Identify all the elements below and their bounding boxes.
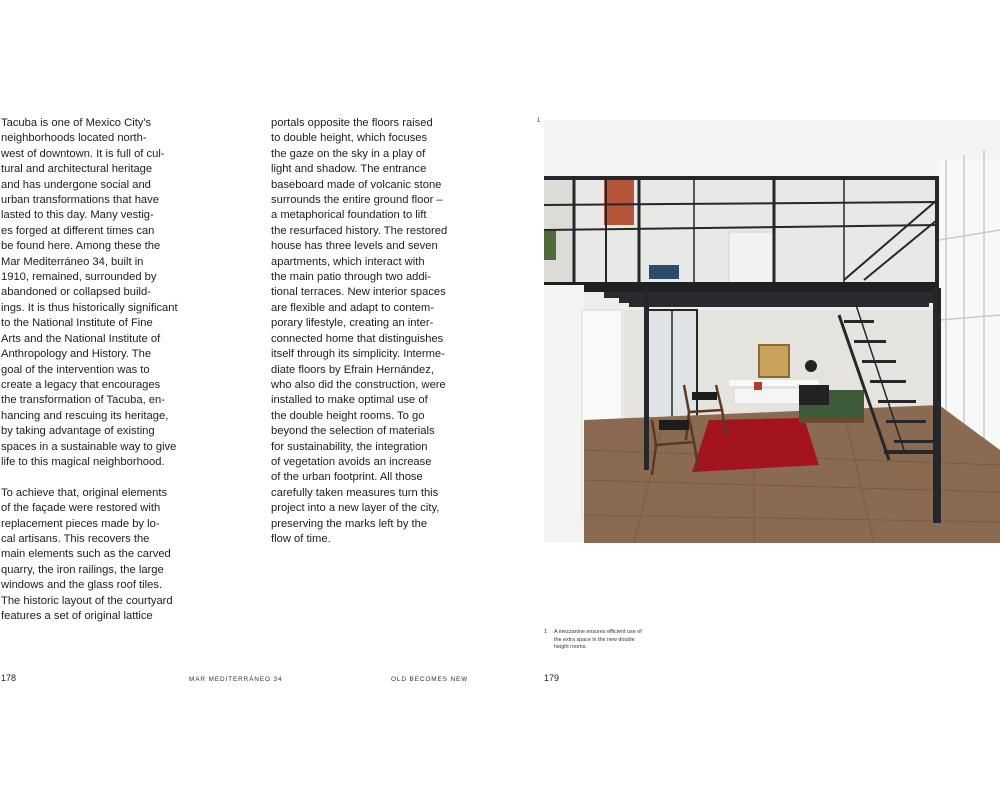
page-number-right: 179 bbox=[544, 673, 560, 683]
paragraph: To achieve that, original elements of the façade were restored with replacement pieces made by lo- cal artisans. This recovers the main elements such as the carved quarry, the iron railings, the large windows and the glass roof tiles. The historic layout of the courtyard features a set of original lattice bbox=[1, 486, 173, 622]
body-text-column-1 bbox=[1, 116, 191, 624]
interior-photo bbox=[544, 120, 1000, 543]
running-head-left: MAR MEDITERRÁNEO 34 bbox=[189, 676, 283, 683]
figure-number: 1 bbox=[537, 118, 541, 124]
running-head-right: OLD BECOMES NEW bbox=[391, 676, 469, 683]
page-number-left: 178 bbox=[1, 673, 17, 683]
caption-number: 1 bbox=[544, 629, 547, 635]
paragraph: Tacuba is one of Mexico City's neighborhoods located north- west of downtown. It is full of cul- tural and architectural heritage and has undergone social and urban transformations that have lasted to this day. Many vestig- es forged at different times can be found here. Among these the Mar Mediterráneo 34, built in 1910, remained, surrounded by abandoned or collapsed build- ings. It is thus historically significant to the National Institute of Fine Arts and the National Institute of Anthropology and History. The goal of the intervention was to create a legacy that encourages the transformation of Tacuba, en- hancing and rescuing its heritage, by taking advantage of existing spaces in a sustainable way to give life to this magical neighborhood. bbox=[1, 117, 178, 468]
caption-text: A mezzanine ensures efficient use of the extra space in the new double height rooms. bbox=[554, 629, 642, 651]
body-text-column-2 bbox=[271, 116, 461, 547]
paragraph: portals opposite the floors raised to double height, which focuses the gaze on the sky in a play of light and shadow. The entrance baseboard made of volcanic stone surrounds the entire ground floor – a metaphorical foundation to lift the resurfaced history. The restored house has three levels and seven apartments, which interact with the main patio through two addi- tional terraces. New interior spaces are flexible and adapt to contem- porary lifestyle, creating an inter- connected home that distinguishes itself through its simplicity. Interme- diate floors by Efrain Hernández, who also did the construction, were installed to make optimal use of the double height rooms. To go beyond the selection of materials for sustainability, the integration of vegetation avoids an increase of the urban footprint. All those carefully taken measures turn this project into a new layer of the city, preserving the marks left by the flow of time. bbox=[271, 117, 448, 545]
